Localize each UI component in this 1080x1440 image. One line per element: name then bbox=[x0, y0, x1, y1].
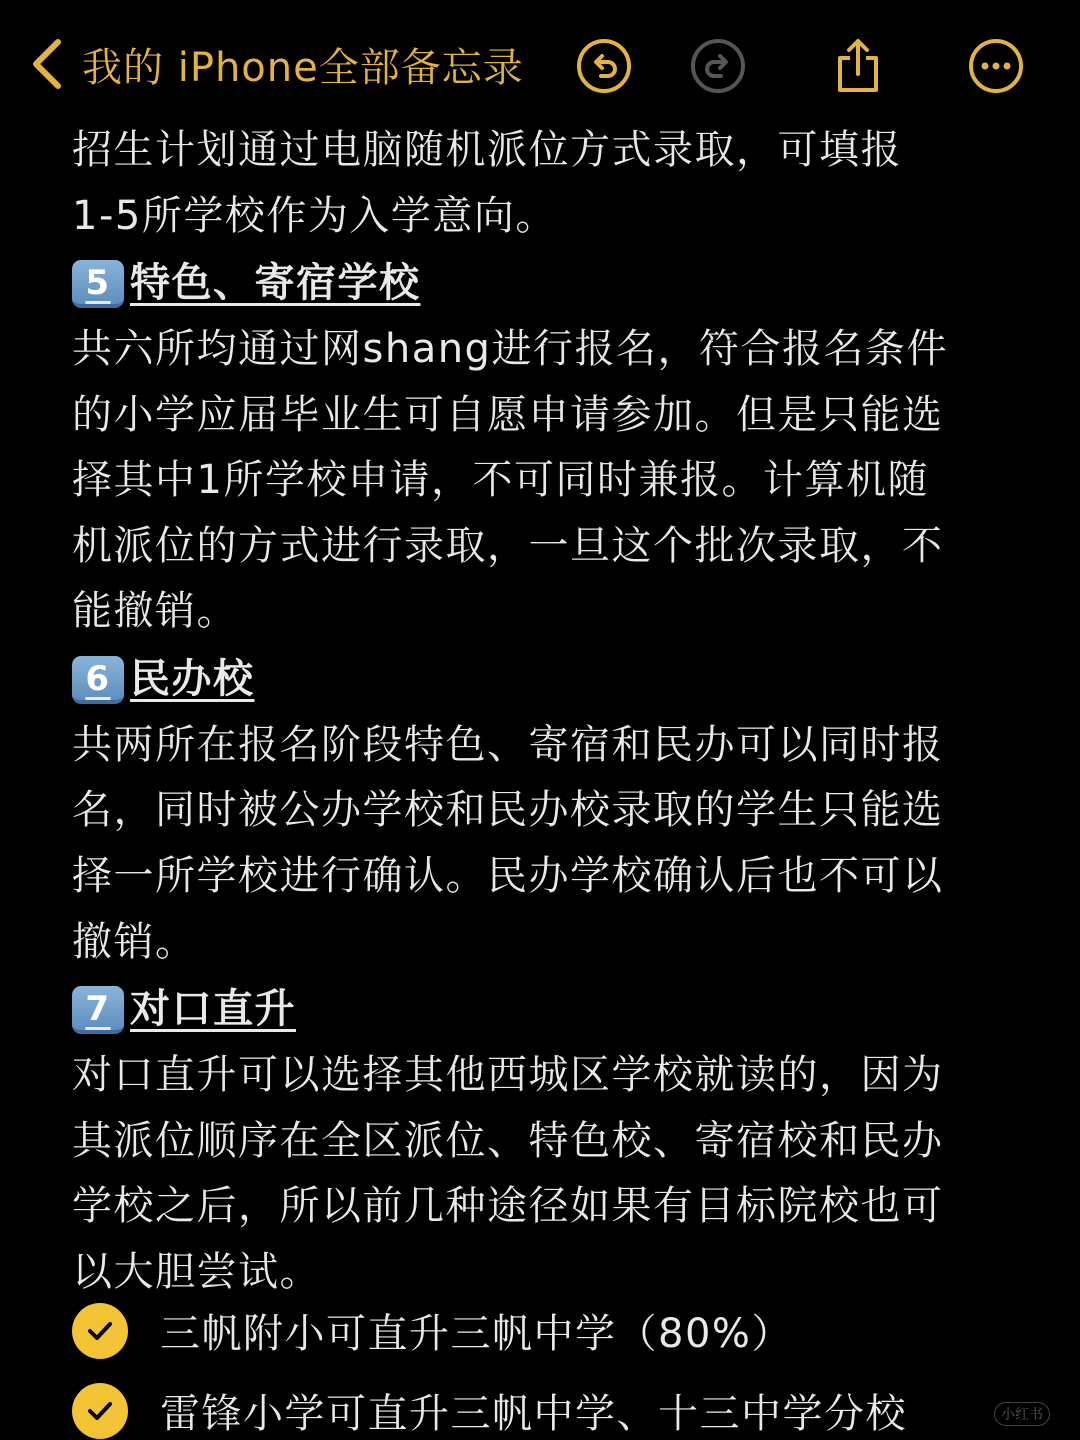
paragraph-line: 共六所均通过网shang进行报名，符合报名条件 bbox=[72, 325, 948, 372]
undo-button[interactable] bbox=[576, 38, 632, 94]
paragraph-line: 撤销。 bbox=[72, 918, 197, 965]
undo-icon bbox=[576, 38, 632, 94]
paragraph-line: 招生计划通过电脑随机派位方式录取，可填报 bbox=[72, 127, 902, 173]
more-options-button[interactable] bbox=[968, 38, 1024, 94]
checklist-text: 三帆附小可直升三帆中学（80%） bbox=[160, 1311, 793, 1357]
paragraph-line: 的小学应届毕业生可自愿申请参加。但是只能选 bbox=[72, 391, 944, 438]
paragraph-line: 名，同时被公办学校和民办校录取的学生只能选 bbox=[72, 787, 944, 834]
paragraph-line: 学校之后，所以前几种途径如果有目标院校也可 bbox=[72, 1183, 944, 1230]
paragraph-line: 择一所学校进行确认。民办学校确认后也不可以 bbox=[72, 852, 944, 899]
paragraph-line: 1-5所学校作为入学意向。 bbox=[72, 192, 557, 239]
section-heading-6 bbox=[72, 645, 1012, 713]
paragraph-line: 以大胆尝试。 bbox=[72, 1248, 321, 1295]
checkbox-checked[interactable] bbox=[72, 1383, 128, 1439]
paragraph-line: 能撤销。 bbox=[72, 588, 238, 635]
keycap-6-icon: 6 bbox=[72, 656, 124, 704]
heading-title: 对口直升 bbox=[130, 986, 296, 1033]
paragraph-line: 共两所在报名阶段特色、寄宿和民办可以同时报 bbox=[72, 721, 944, 768]
heading-title: 民办校 bbox=[130, 656, 255, 703]
checklist-item bbox=[72, 1302, 793, 1359]
section-heading-7 bbox=[72, 975, 1012, 1043]
checklist-text: 雷锋小学可直升三帆中学、十三中学分校 bbox=[160, 1391, 907, 1437]
note-body[interactable] bbox=[72, 118, 1012, 1305]
paragraph-line: 其派位顺序在全区派位、特色校、寄宿校和民办 bbox=[72, 1117, 944, 1164]
checkbox-checked[interactable] bbox=[72, 1303, 128, 1359]
chevron-left-icon bbox=[30, 38, 64, 90]
more-icon bbox=[968, 38, 1024, 94]
share-icon bbox=[830, 38, 886, 94]
keycap-7-icon: 7 bbox=[72, 986, 124, 1034]
checkmark-icon bbox=[84, 1315, 116, 1347]
top-navigation-bar bbox=[0, 0, 1080, 128]
paragraph-line: 机派位的方式进行录取，一旦这个批次录取，不 bbox=[72, 522, 944, 569]
redo-button[interactable] bbox=[690, 38, 746, 94]
heading-title: 特色、寄宿学校 bbox=[130, 260, 421, 307]
checklist-item bbox=[72, 1382, 907, 1439]
redo-icon bbox=[690, 38, 746, 94]
keycap-5-icon: 5 bbox=[72, 260, 124, 308]
share-button[interactable] bbox=[830, 38, 886, 94]
checkmark-icon bbox=[84, 1395, 116, 1427]
paragraph-line: 对口直升可以选择其他西城区学校就读的，因为 bbox=[72, 1051, 944, 1098]
section-heading-5 bbox=[72, 249, 1012, 317]
back-label: 我的 iPhone全部备忘录 bbox=[82, 44, 524, 91]
back-button[interactable] bbox=[30, 34, 524, 94]
watermark-logo: 小红书 bbox=[994, 1402, 1050, 1426]
paragraph-line: 择其中1所学校申请，不可同时兼报。计算机随 bbox=[72, 457, 929, 504]
